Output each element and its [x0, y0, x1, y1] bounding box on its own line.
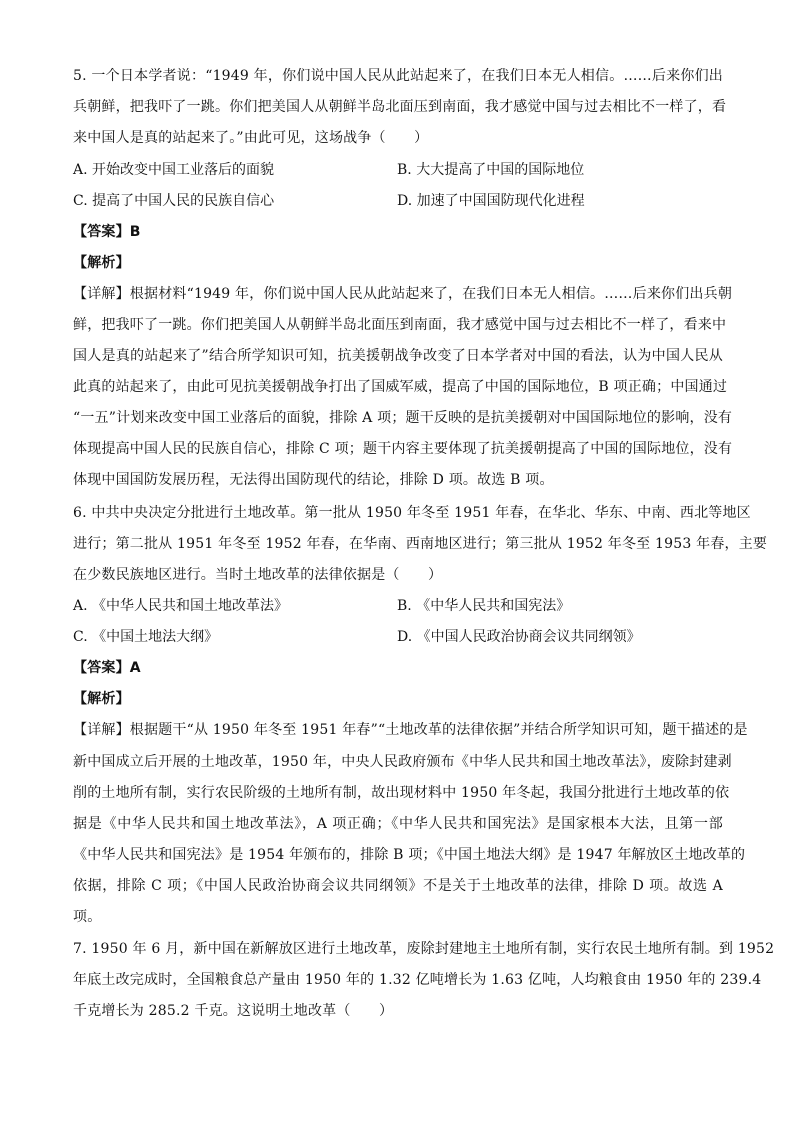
q5-option-c: C. 提高了中国人民的民族自信心 [73, 193, 275, 209]
q5-answer: 【答案】B [73, 224, 141, 240]
q6-analysis-label: 【解析】 [73, 691, 130, 707]
q5-detail-line-3: 国人是真的站起来了”结合所学知识可知，抗美援朝战争改变了日本学者对中国的看法，认为中国人民从 [73, 348, 723, 364]
q5-detail-line-5: “一五”计划来改变中国工业落后的面貌，排除 A 项；题干反映的是抗美援朝对中国国际地位的影响，没有 [73, 410, 733, 426]
q5-stem-line-3: 来中国人是真的站起来了。”由此可见，这场战争（ ） [73, 130, 429, 146]
q5-detail-line-1: 【详解】根据材料“1949 年，你们说中国人民从此站起来了，在我们日本无人相信。……后来你们出兵朝 [73, 286, 733, 302]
q5-detail-line-2: 鲜，把我吓了一跳。你们把美国人从朝鲜半岛北面压到南面，我才感觉中国与过去相比不一样了，看来中 [73, 317, 727, 333]
q7-stem-line-1: 7. 1950 年 6 月，新中国在新解放区进行土地改革，废除封建地主土地所有制，实行农民土地所有制。到 1952 [73, 941, 775, 957]
q6-detail-line-7: 项。 [73, 909, 102, 925]
q5-stem-line-1: 5. 一个日本学者说：“1949 年，你们说中国人民从此站起来了，在我们日本无人相信。……后来你们出 [73, 68, 723, 84]
q5-detail-line-6: 体现提高中国人民的民族自信心，排除 C 项；题干内容主要体现了抗美援朝提高了中国的国际地位，没有 [73, 441, 733, 457]
q5-detail-line-4: 此真的站起来了，由此可见抗美援朝战争打出了国威军威，提高了中国的国际地位，B 项正确；中国通过 [73, 379, 728, 395]
q6-option-d: D. 《中国人民政治协商会议共同纲领》 [397, 629, 641, 645]
q6-answer: 【答案】A [73, 660, 141, 676]
q6-detail-line-3: 削的土地所有制，实行农民阶级的土地所有制，故出现材料中 1950 年冬起，我国分批进行土地改革的依 [73, 785, 730, 801]
q5-stem-line-2: 兵朝鲜，把我吓了一跳。你们把美国人从朝鲜半岛北面压到南面，我才感觉中国与过去相比不一样了，看 [73, 99, 727, 115]
q6-option-b: B. 《中华人民共和国宪法》 [397, 598, 571, 614]
q5-option-d: D. 加速了中国国防现代化进程 [397, 193, 585, 209]
q5-detail-line-7: 体现中国国防发展历程，无法得出国防现代的结论，排除 D 项。故选 B 项。 [73, 472, 554, 488]
q6-detail-line-2: 新中国成立后开展的土地改革，1950 年，中央人民政府颁布《中华人民共和国土地改革法》，废除封建剥 [73, 754, 732, 770]
q5-analysis-label: 【解析】 [73, 255, 130, 271]
q6-detail-line-4: 据是《中华人民共和国土地改革法》，A 项正确；《中华人民共和国宪法》是国家根本大法，且第一部 [73, 816, 723, 832]
q6-stem-line-1: 6. 中共中央决定分批进行土地改革。第一批从 1950 年冬至 1951 年春，在华北、华东、中南、西北等地区 [73, 505, 751, 521]
q7-stem-line-3: 千克增长为 285.2 千克。这说明土地改革（ ） [73, 1003, 394, 1019]
q6-option-a: A. 《中华人民共和国土地改革法》 [73, 598, 289, 614]
q6-detail-line-6: 依据，排除 C 项；《中国人民政治协商会议共同纲领》不是关于土地改革的法律，排除 D 项。故选 A [73, 878, 723, 894]
q6-option-c: C. 《中国土地法大纲》 [73, 629, 219, 645]
q5-option-a: A. 开始改变中国工业落后的面貌 [73, 162, 275, 178]
q7-stem-line-2: 年底土改完成时，全国粮食总产量由 1950 年的 1.32 亿吨增长为 1.63 亿吨，人均粮食由 1950 年的 239.4 [73, 972, 762, 988]
q6-stem-line-3: 在少数民族地区进行。当时土地改革的法律依据是（ ） [73, 567, 443, 583]
q5-option-b: B. 大大提高了中国的国际地位 [397, 162, 585, 178]
q6-detail-line-5: 《中华人民共和国宪法》是 1954 年颁布的，排除 B 项；《中国土地法大纲》是 1947 年解放区土地改革的 [73, 847, 746, 863]
q6-detail-line-1: 【详解】根据题干“从 1950 年冬至 1951 年春”“土地改革的法律依据”并结合所学知识可知，题干描述的是 [73, 722, 748, 738]
q6-stem-line-2: 进行；第二批从 1951 年冬至 1952 年春，在华南、西南地区进行；第三批从 1952 年冬至 1953 年春，主要 [73, 536, 768, 552]
